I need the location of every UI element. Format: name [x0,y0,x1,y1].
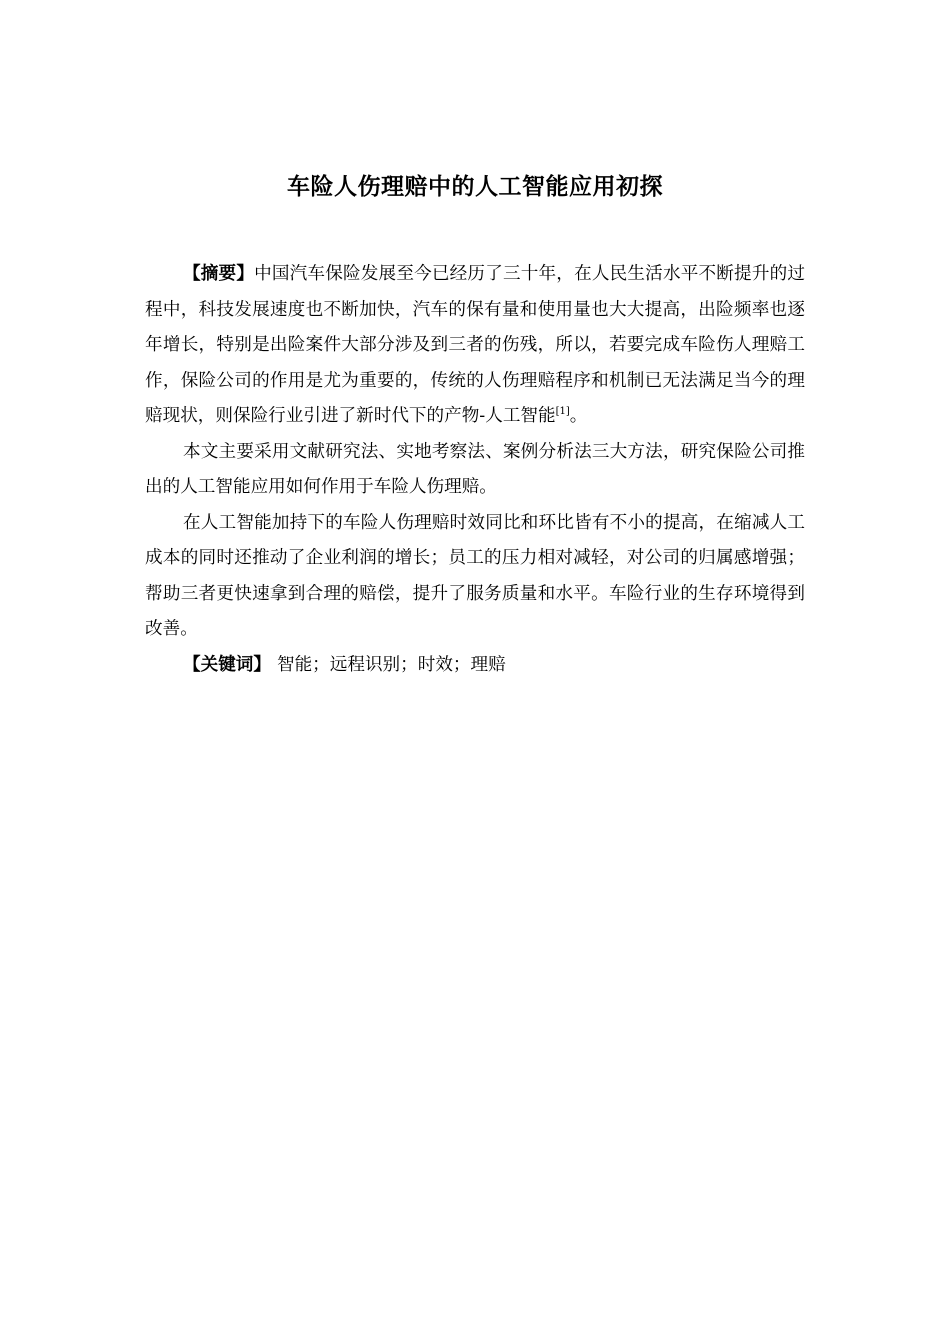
document-title: 车险人伤理赔中的人工智能应用初探 [287,174,663,200]
abstract-label: 【摘要】 [183,264,255,284]
abstract-paragraph [145,257,805,435]
abstract-end: 。 [569,406,588,426]
citation-marker: [1] [555,406,570,418]
keywords-paragraph [145,648,805,684]
keywords-text: 智能；远程识别；时效；理赔 [276,654,506,675]
abstract-text: 中国汽车保险发展至今已经历了三十年，在人民生活水平不断提升的过程中，科技发展速度也不断加快，汽车的保有量和使用量也大大提高，出险频率也逐年增长，特别是出险案件大部分涉及到三者的伤残，所以，若要完成车险伤人理赔工作，保险公司的作用是尤为重要的，传统的人伤理赔程序和机制已无法满足当今的理赔现状，则保险行业引进了新时代下的产物-人工智能 [145,264,805,426]
keywords-label: 【关键词】 [183,654,271,675]
document-body [145,257,805,683]
methods-paragraph: 本文主要采用文献研究法、实地考察法、案例分析法三大方法，研究保险公司推出的人工智能应用如何作用于车险人伤理赔。 [145,441,805,497]
findings-paragraph: 在人工智能加持下的车险人伤理赔时效同比和环比皆有不小的提高，在缩减人工成本的同时还推动了企业利润的增长；员工的压力相对减轻，对公司的归属感增强；帮助三者更快速拿到合理的赔偿，提升了服务质量和水平。车险行业的生存环境得到改善。 [145,512,805,639]
